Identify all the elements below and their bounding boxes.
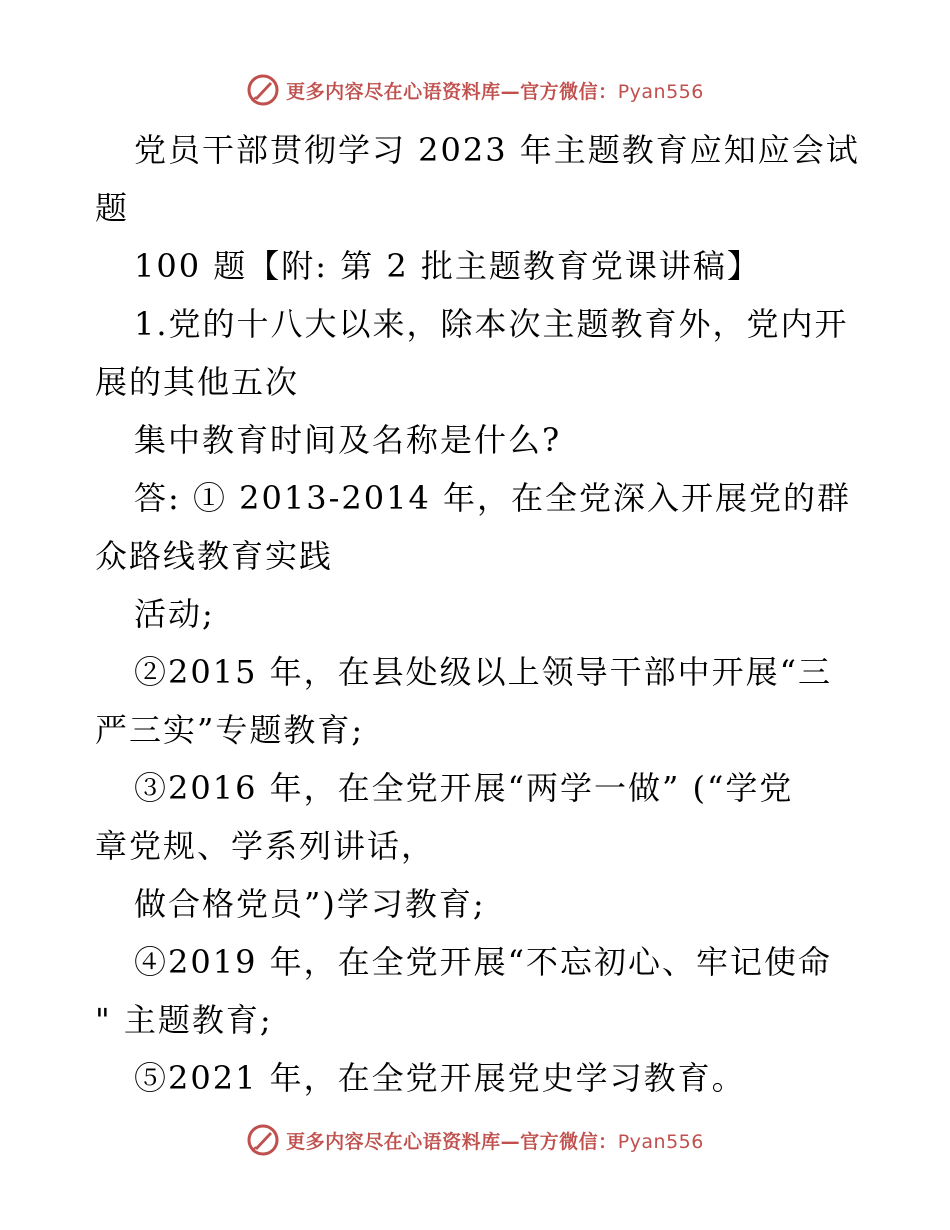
answer-line-3: 活动; [134, 595, 215, 633]
quill-pen-logo-icon [246, 73, 280, 107]
title-line-1: 党员干部贯彻学习 2023 年主题教育应知应会试 [134, 131, 860, 169]
quill-pen-logo-icon [246, 1123, 280, 1157]
watermark-official-label: 官方微信： [520, 80, 618, 103]
header-watermark-banner [0, 70, 950, 110]
answer-line-8: 做合格党员”)学习教育; [134, 885, 486, 923]
question-line-2: 展的其他五次 [95, 363, 300, 401]
watermark-main: 更多内容尽在心语资料库 [286, 1130, 501, 1153]
watermark-separator: — [500, 1130, 521, 1153]
watermark-separator: — [500, 80, 521, 103]
answer-line-5: 严三实”专题教育; [95, 711, 365, 749]
answer-line-11: ⑤2021 年，在全党开展党史学习教育。 [134, 1059, 746, 1097]
watermark-text [286, 1127, 704, 1154]
answer-line-2: 众路线教育实践 [95, 537, 334, 575]
watermark-official-label: 官方微信： [520, 1130, 618, 1153]
answer-line-6: ③2016 年，在全党开展“两学一做” (“学党 [134, 769, 794, 807]
watermark-text [286, 77, 704, 104]
subtitle-line: 100 题【附: 第 2 批主题教育党课讲稿】 [134, 247, 761, 285]
answer-line-1: 答: ① 2013-2014 年，在全党深入开展党的群 [134, 479, 851, 517]
watermark-main: 更多内容尽在心语资料库 [286, 80, 501, 103]
footer-watermark-banner [0, 1120, 950, 1160]
title-line-2: 题 [95, 189, 130, 227]
answer-line-4: ②2015 年，在县处级以上领导干部中开展“三 [134, 653, 832, 691]
answer-line-7: 章党规、学系列讲话， [95, 827, 436, 865]
answer-line-10: " 主题教育; [95, 1001, 273, 1039]
answer-line-9: ④2019 年，在全党开展“不忘初心、牢记使命 [134, 943, 832, 981]
question-line-3: 集中教育时间及名称是什么? [134, 421, 562, 459]
watermark-account: Pyan556 [617, 1130, 704, 1153]
question-line-1: 1.党的十八大以来，除本次主题教育外，党内开 [134, 305, 849, 343]
watermark-account: Pyan556 [617, 80, 704, 103]
